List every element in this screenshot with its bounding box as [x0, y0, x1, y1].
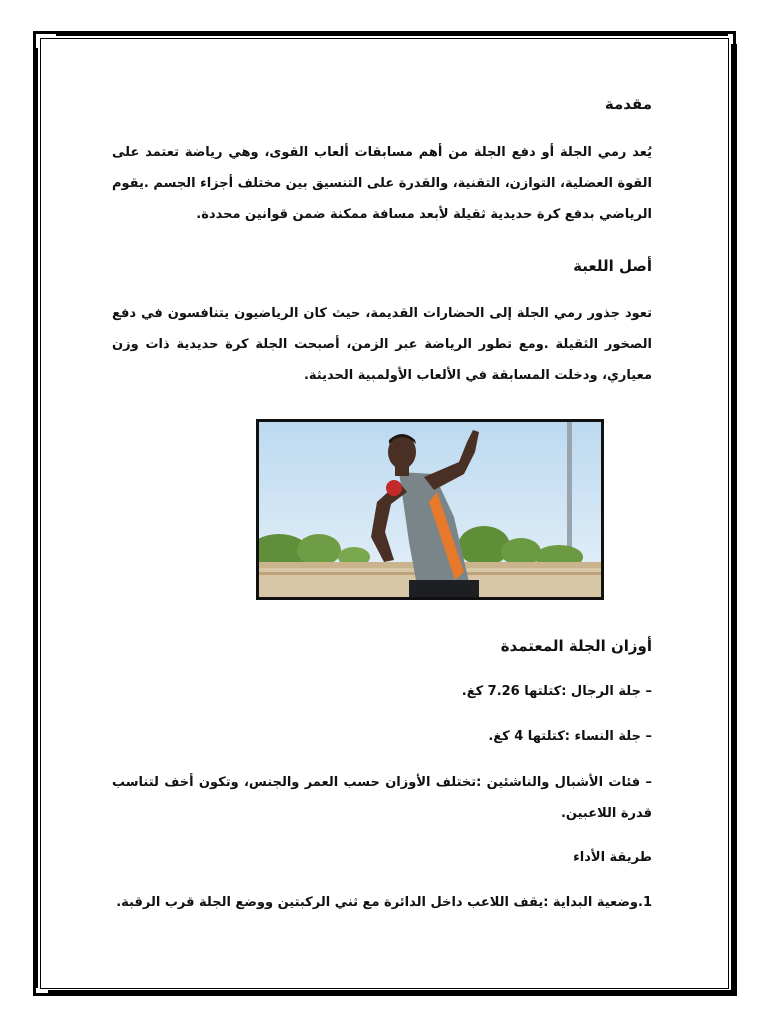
- page-border-right: [731, 44, 737, 996]
- shot-put-photo: [256, 419, 604, 600]
- page-border-left: [33, 48, 38, 988]
- intro-heading: مقدمة: [604, 95, 652, 113]
- weights-women: – جلة النساء :كتلتها 4 كغ.: [488, 729, 652, 744]
- weights-men: – جلة الرجال :كتلتها 7.26 كغ.: [461, 684, 652, 699]
- origin-heading: أصل اللعبة: [573, 257, 652, 275]
- shot-put-athlete-image: [259, 422, 601, 597]
- weights-youth: – فئات الأشبال والناشئين :تختلف الأوزان حسب العمر والجنس، وتكون أخف لتناسب قدرة اللاعبين.: [112, 775, 652, 821]
- intro-paragraph: يُعد رمي الجلة أو دفع الجلة من أهم مسابقات ألعاب القوى، وهي رياضة تعتمد على القوة العضلية، التوازن، التقنية، والقدرة على التنسيق بين مختلف أجزاء الجسم .يقوم الرياضي بدفع كرة حديدية ثقيلة لأبعد مسافة ممكنة ضمن قوانين محددة.: [112, 145, 652, 222]
- weights-heading: أوزان الجلة المعتمدة: [500, 637, 652, 655]
- page-border-bottom: [48, 990, 737, 996]
- method-heading: طريقة الأداء: [573, 850, 652, 865]
- origin-paragraph: تعود جذور رمي الجلة إلى الحضارات القديمة، حيث كان الرياضيون يتنافسون في دفع الصخور الثقيلة .ومع تطور الرياضة عبر الزمن، أصبحت الجلة كرة حديدية ذات وزن معياري، ودخلت المسابقة في الألعاب الأولمبية الحديثة.: [112, 306, 652, 383]
- page-border-top: [56, 31, 728, 36]
- method-step-1: 1.وضعية البداية :يقف اللاعب داخل الدائرة مع ثني الركبتين ووضع الجلة قرب الرقبة.: [116, 895, 652, 910]
